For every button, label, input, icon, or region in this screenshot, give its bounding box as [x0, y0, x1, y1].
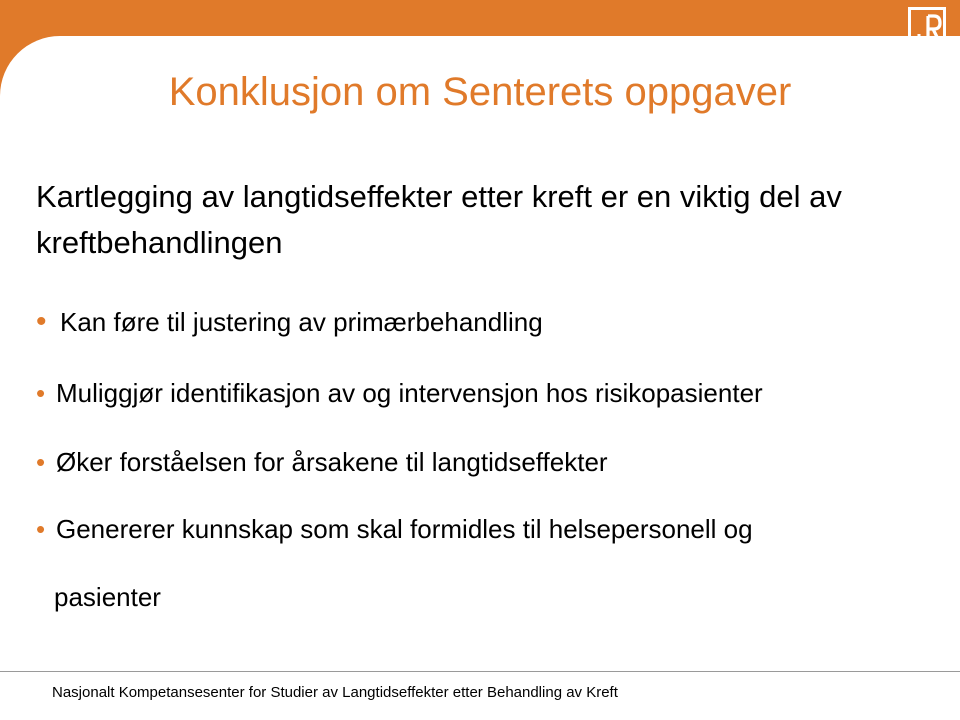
footer-divider: [0, 671, 960, 672]
bullet-item: [36, 305, 543, 339]
bullet-dot-icon: •: [36, 305, 47, 338]
slide-title: Konklusjon om Senterets oppgaver: [168, 70, 792, 114]
bullet-dot-icon: •: [36, 447, 46, 477]
footer-text: Nasjonalt Kompetansesenter for Studier av Langtidseffekter etter Behandling av Kreft: [52, 684, 618, 701]
intro-statement: Kartlegging av langtidseffekter etter kreft er en viktig del av kreftbehandlingen: [36, 179, 842, 260]
header-bar: [0, 0, 960, 36]
bullet-dot-icon: •: [36, 514, 46, 544]
bullet-dot-icon: •: [36, 378, 46, 408]
bullet-text: Muliggjør identifikasjon av og intervensjon hos risikopasienter: [56, 378, 763, 408]
r-plus-logo-icon: [908, 7, 946, 51]
bullet-text-continuation: pasienter: [54, 582, 161, 612]
bullet-item: [36, 512, 753, 546]
bullet-item: [36, 376, 763, 410]
bullet-text: Kan føre til justering av primærbehandling: [60, 307, 543, 337]
bullet-text: Øker forståelsen for årsakene til langtidseffekter: [56, 447, 608, 477]
bullet-text: Genererer kunnskap som skal formidles til helsepersonell og: [56, 514, 753, 544]
bullet-item: [36, 445, 608, 479]
